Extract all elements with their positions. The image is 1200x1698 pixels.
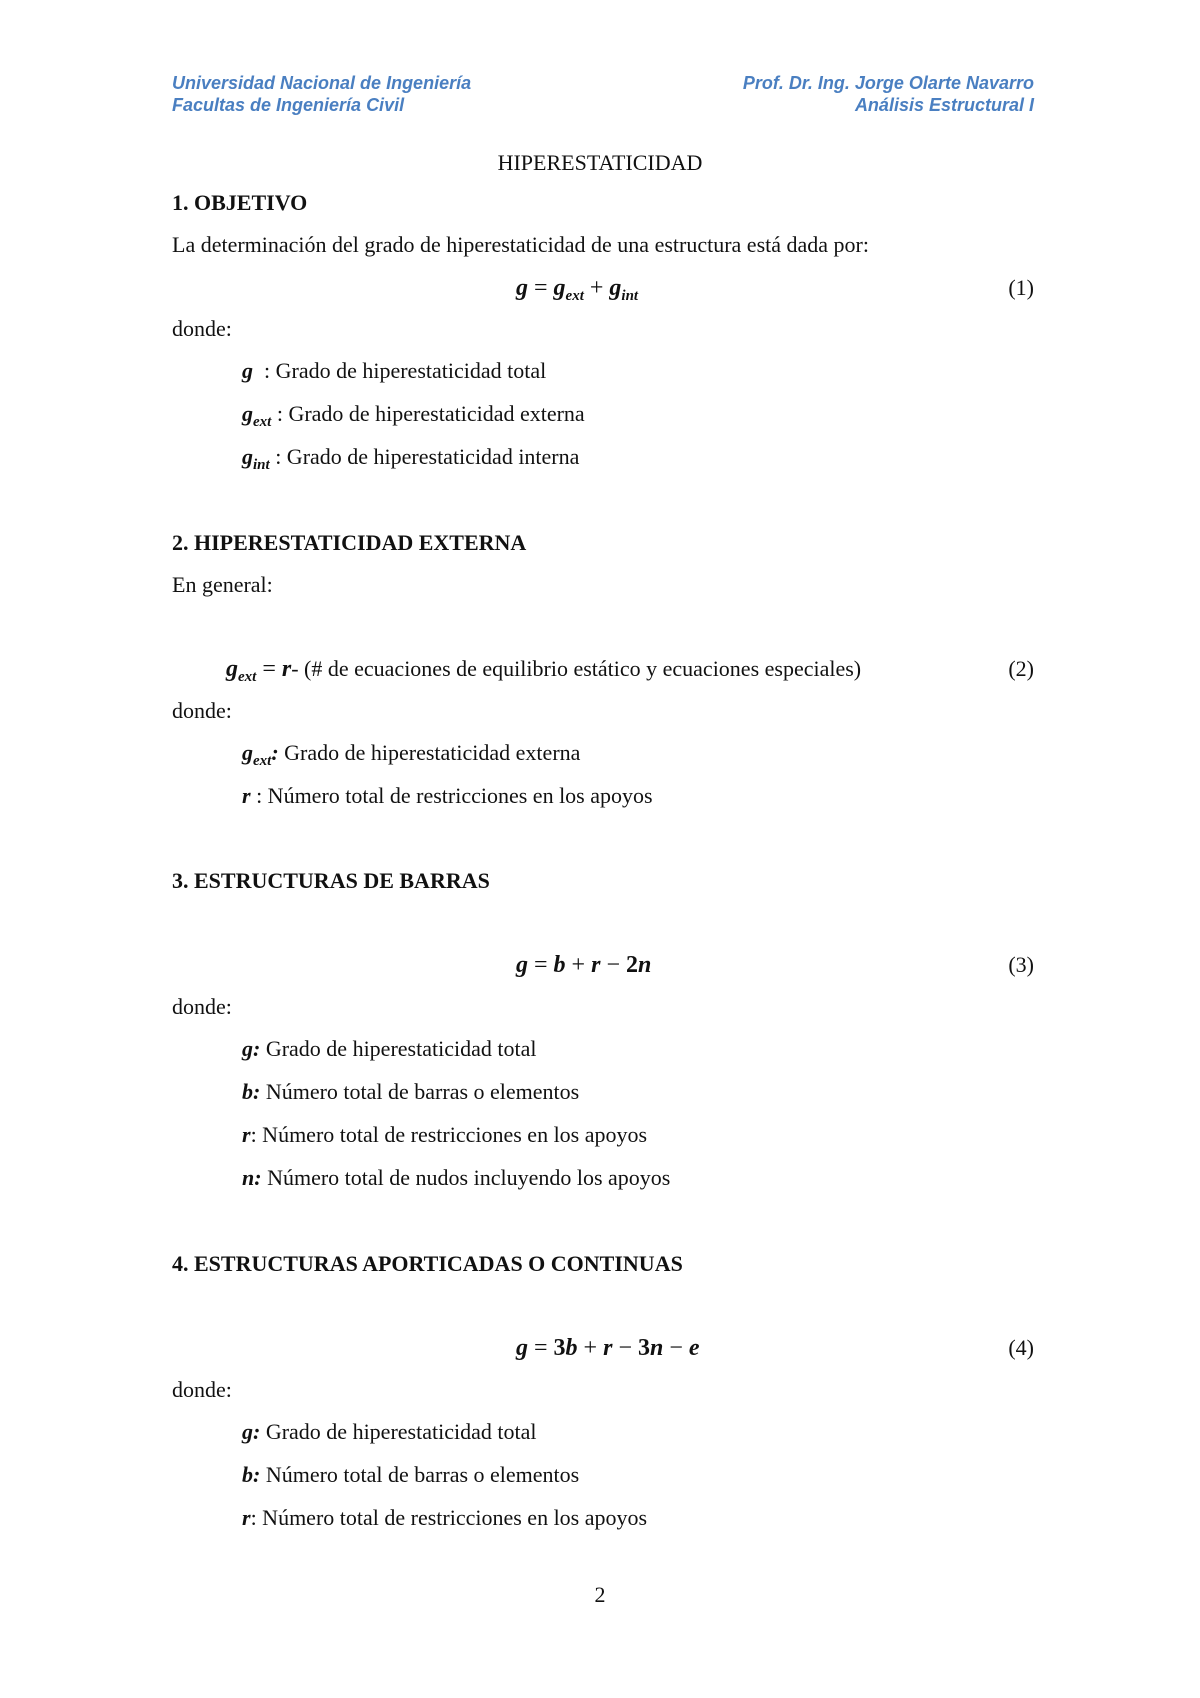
def-n-3: n: Número total de nudos incluyendo los apoyos	[242, 1165, 671, 1190]
def-g-int: $g_{int}$ : Grado de hiperestaticidad interna	[242, 444, 580, 473]
def-r-4: r: Número total de restricciones en los apoyos	[242, 1505, 648, 1530]
def-g-4: g: Grado de hiperestaticidad total	[242, 1419, 537, 1444]
page-number: 2	[594, 1582, 606, 1607]
equation-3: g = b + r − 2n	[516, 952, 652, 978]
section-3-heading: 3. ESTRUCTURAS DE BARRAS	[172, 868, 490, 893]
header-left	[172, 72, 471, 116]
section-4-donde: donde:	[172, 1377, 232, 1402]
def-b-3: b: Número total de barras o elementos	[242, 1079, 580, 1104]
def-g-3: g: Grado de hiperestaticidad total	[242, 1036, 537, 1061]
equation-4-number: (4)	[1008, 1335, 1034, 1360]
equation-3-number: (3)	[1008, 952, 1034, 977]
section-2-heading: 2. HIPERESTATICIDAD EXTERNA	[172, 530, 527, 555]
header-university: Universidad Nacional de Ingeniería	[172, 73, 472, 93]
section-1-donde: donde:	[172, 316, 232, 341]
section-4-heading: 4. ESTRUCTURAS APORTICADAS O CONTINUAS	[172, 1251, 683, 1276]
header-professor: Prof. Dr. Ing. Jorge Olarte Navarro	[742, 73, 1034, 93]
header-faculty: Facultas de Ingeniería Civil	[172, 95, 405, 115]
def-g-ext: $g_{ext}$ : Grado de hiperestaticidad externa	[242, 401, 585, 430]
def-g: g : Grado de hiperestaticidad total	[242, 358, 547, 383]
def-r-3: r: Número total de restricciones en los apoyos	[242, 1122, 648, 1147]
header-course: Análisis Estructural I	[854, 95, 1034, 115]
section-2-donde: donde:	[172, 698, 232, 723]
section-1-intro: La determinación del grado de hiperestaticidad de una estructura está dada por:	[172, 232, 869, 257]
page-title: HIPERESTATICIDAD	[497, 150, 703, 175]
equation-1: $g = g_{ext} + g_{int}$	[516, 275, 639, 304]
section-1-heading: 1. OBJETIVO	[172, 190, 308, 215]
equation-1-number: (1)	[1008, 275, 1034, 300]
def-g-ext-2: $g_{ext}$: Grado de hiperestaticidad externa	[242, 740, 581, 769]
def-b-4: b: Número total de barras o elementos	[242, 1462, 580, 1487]
section-2-intro: En general:	[172, 572, 273, 597]
equation-2-number: (2)	[1008, 656, 1034, 681]
header-right	[743, 72, 1034, 116]
equation-2: $g_{ext} = r-$ (# de ecuaciones de equilibrio estático y ecuaciones especiales)	[226, 656, 862, 685]
def-r: r : Número total de restricciones en los apoyos	[242, 783, 653, 808]
section-3-donde: donde:	[172, 994, 232, 1019]
equation-4: g = 3b + r − 3n − e	[516, 1335, 700, 1361]
